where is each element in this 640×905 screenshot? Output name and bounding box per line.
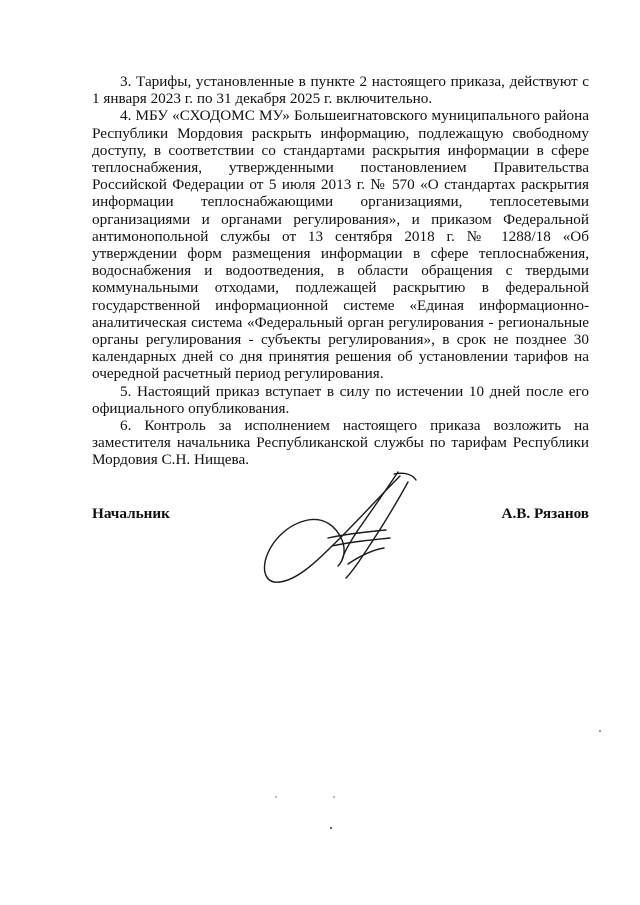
paragraph-3: 3. Тарифы, установленные в пункте 2 настоящего приказа, действуют с 1 января 2023 г. по 31 декабря 2025 г. включительно.: [92, 73, 589, 108]
document-body: [92, 73, 589, 469]
paragraph-4: 4. МБУ «СХОДОМС МУ» Большеигнатовского муниципального района Республики Мордовия раскрыть информацию, подлежащую свободному доступу, в соответствии со стандартами раскрытия информации в сфере теплоснабжения, утвержденными постановлением Правительства Российской Федерации от 5 июля 2013 г. № 570 «О стандартах раскрытия информации теплоснабжающими организациями, теплосетевыми организациями и органами регулирования», и приказом Федеральной антимонопольной службы от 13 сентября 2018 г. № 1288/18 «Об утверждении форм размещения информации в сфере теплоснабжения, водоснабжения и водоотведения, в области обращения с твердыми коммунальными отходами, подлежащей раскрытию в федеральной государственной информационной системе «Единая информационно-аналитическая система «Федеральный орган регулирования - региональные органы регулирования - субъекты регулирования», в срок не позднее 30 календарных дней со дня принятия решения об установлении тарифов на очередной расчетный период регулирования.: [92, 107, 589, 383]
handwritten-signature: [258, 468, 428, 586]
signer-name: А.В. Рязанов: [501, 505, 589, 522]
paragraph-6: 6. Контроль за исполнением настоящего приказа возложить на заместителя начальника Республиканской службы по тарифам Республики Мордовия С.Н. Нищева.: [92, 417, 589, 469]
signer-title: Начальник: [92, 505, 170, 522]
paragraph-5: 5. Настоящий приказ вступает в силу по истечении 10 дней после его официального опубликования.: [92, 382, 589, 417]
